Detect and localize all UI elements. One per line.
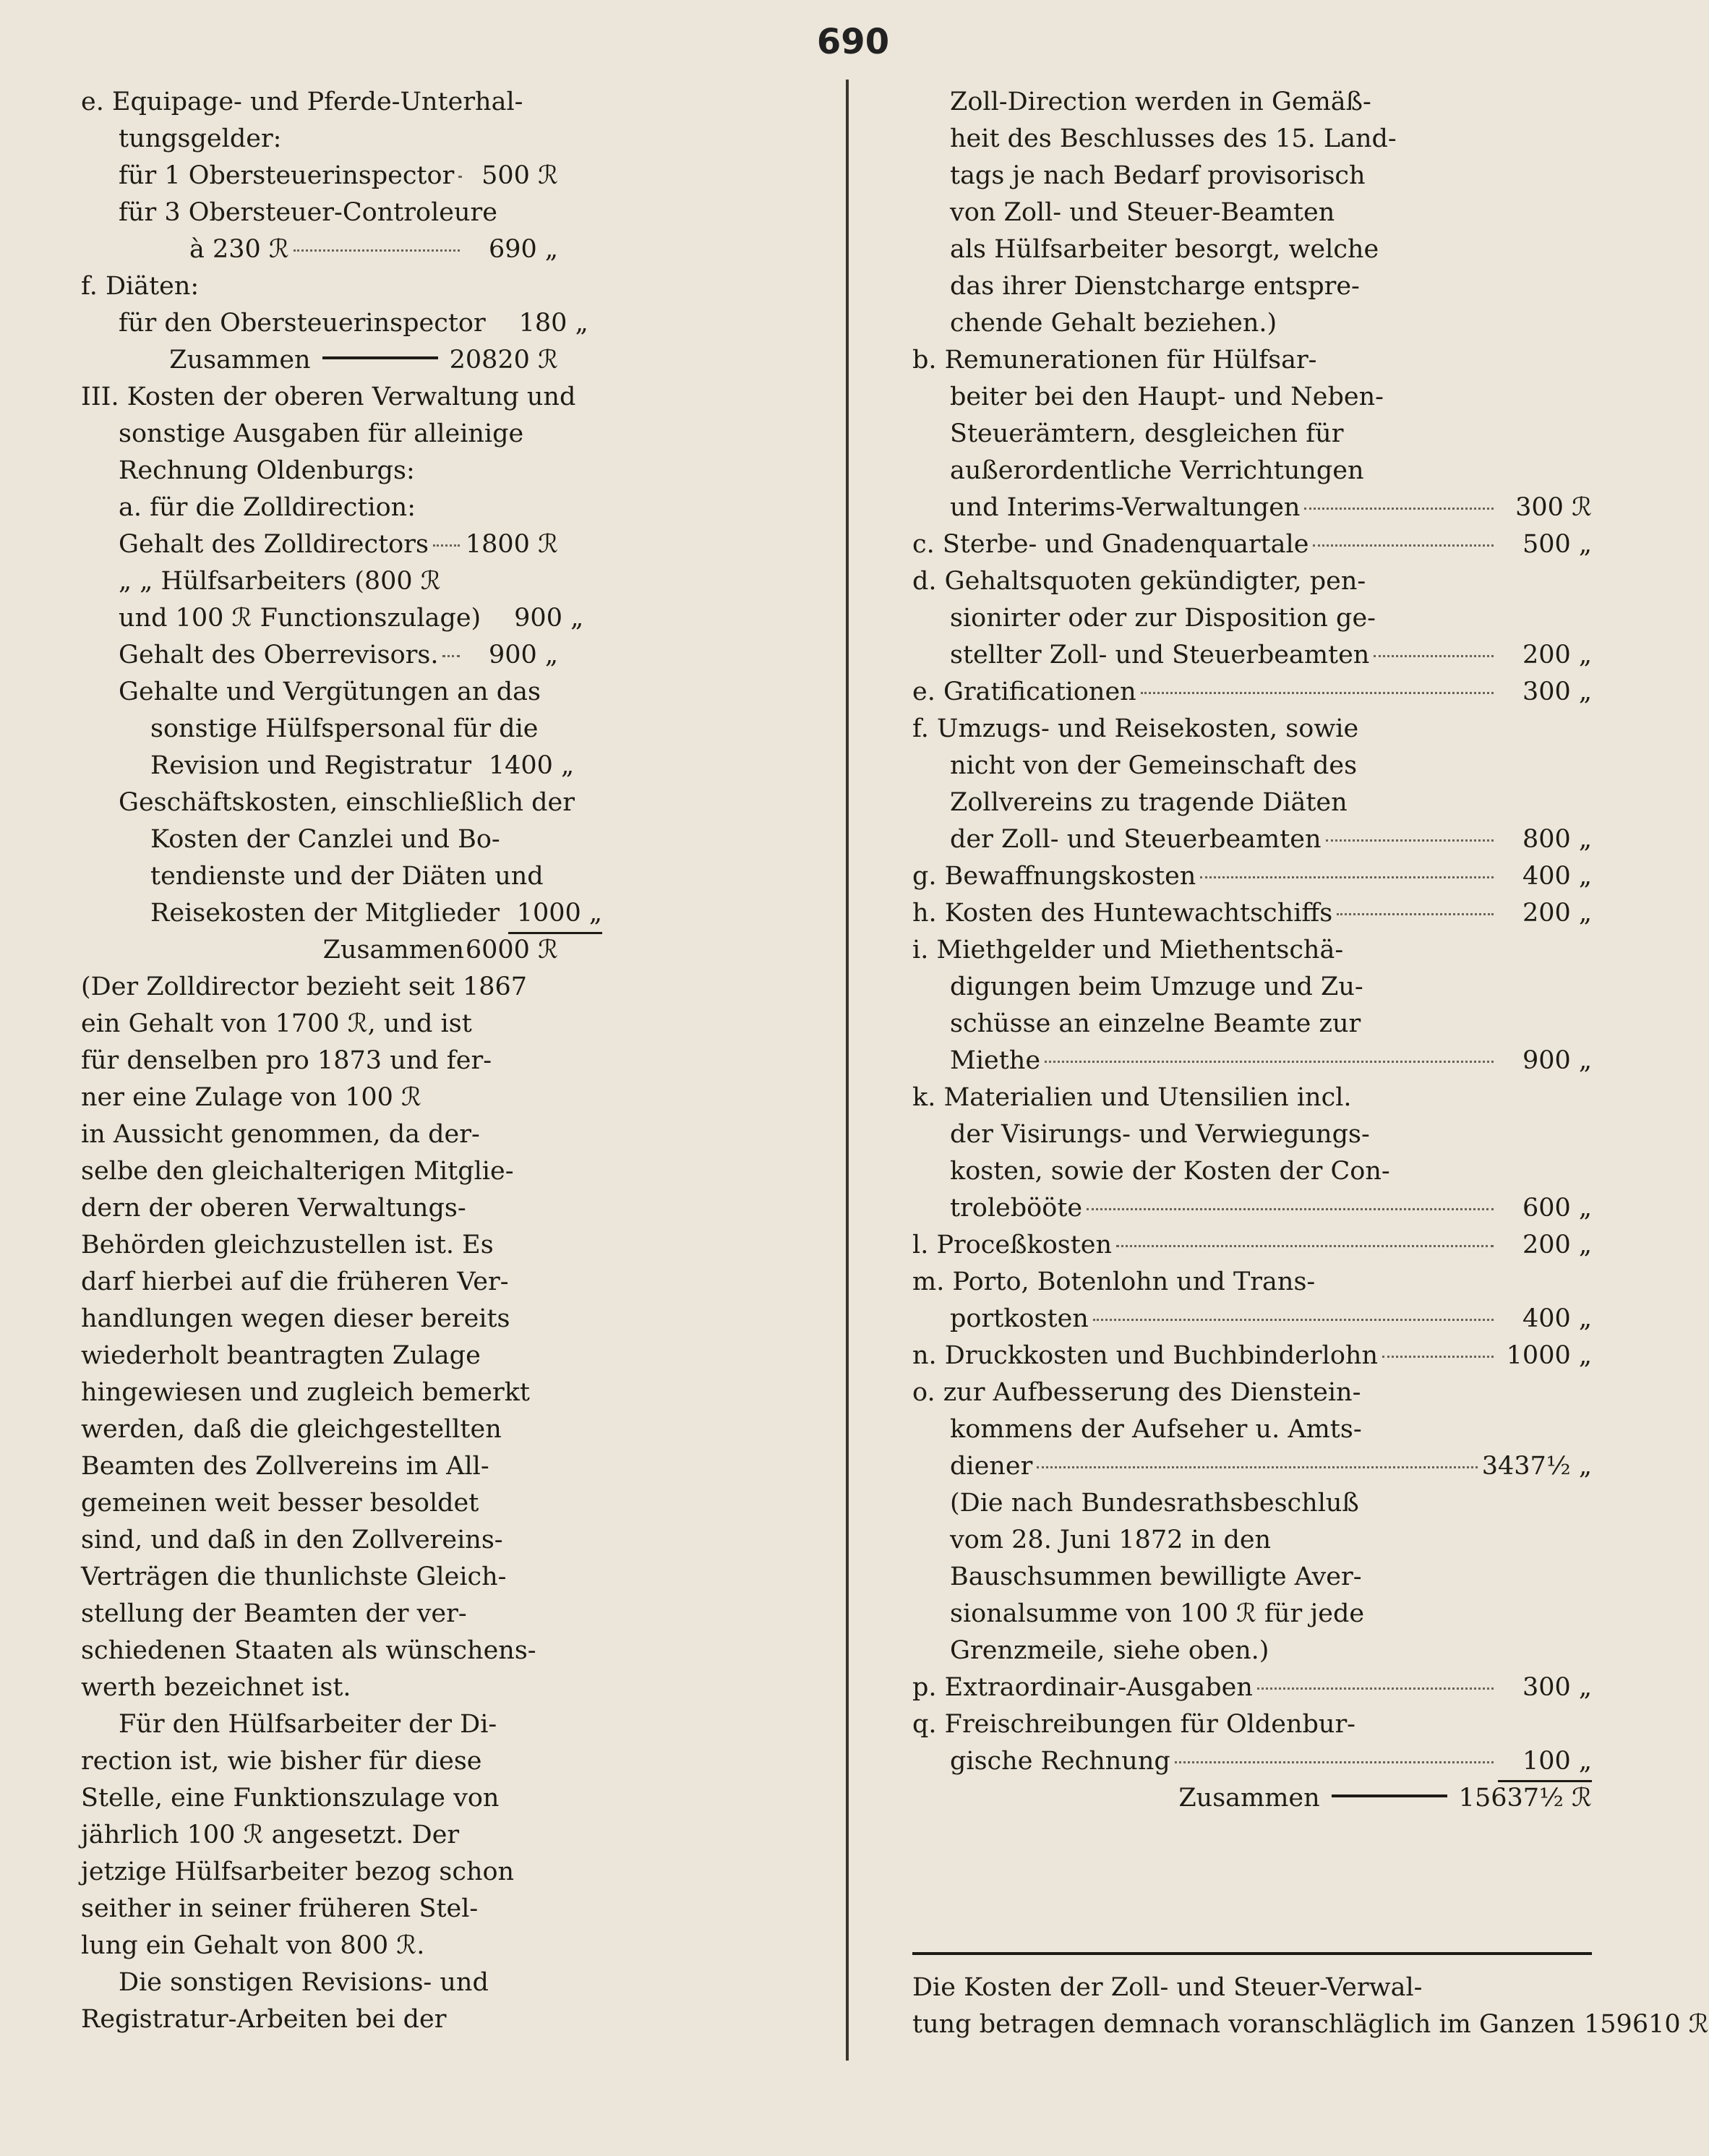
text-line bbox=[81, 1006, 558, 1043]
text-line bbox=[81, 821, 558, 858]
subtotal-amount: 6000 ℛ bbox=[465, 936, 558, 964]
page-number: 690 bbox=[816, 22, 890, 62]
line-text: f. Diäten: bbox=[81, 272, 200, 301]
text-line bbox=[81, 1743, 558, 1780]
line-text: in Aussicht genommen, da der- bbox=[81, 1120, 480, 1149]
ledger-entry-line bbox=[81, 231, 558, 268]
line-text: i. Miethgelder und Miethentschä- bbox=[912, 936, 1344, 964]
text-line bbox=[81, 416, 558, 453]
line-text: der Visirungs- und Verwiegungs- bbox=[950, 1120, 1370, 1149]
text-line bbox=[912, 969, 1592, 1006]
text-line bbox=[81, 1817, 558, 1854]
line-text: stellung der Beamten der ver- bbox=[81, 1599, 467, 1628]
text-line bbox=[81, 1706, 558, 1743]
ledger-entry-line bbox=[912, 858, 1592, 895]
line-text: werth bezeichnet ist. bbox=[81, 1673, 351, 1702]
line-text: b. Remunerationen für Hülfsar- bbox=[912, 346, 1317, 375]
text-line bbox=[912, 342, 1592, 379]
text-line bbox=[81, 1559, 558, 1596]
text-line bbox=[912, 379, 1592, 416]
leader-dots bbox=[1374, 655, 1494, 657]
text-line bbox=[81, 453, 558, 489]
line-text: à 230 ℛ bbox=[189, 235, 289, 264]
ledger-entry-line bbox=[912, 674, 1592, 711]
entry-amount: 500 ℛ bbox=[481, 161, 558, 190]
leader-dots bbox=[1141, 692, 1494, 694]
entry-amount: 800 „ bbox=[1522, 825, 1592, 854]
text-line bbox=[912, 158, 1592, 194]
leader-dots bbox=[1087, 1208, 1494, 1210]
line-text: Beamten des Zollvereins im All- bbox=[81, 1452, 489, 1481]
entry-amount: 400 „ bbox=[1522, 862, 1592, 891]
line-text: ner eine Zulage von 100 ℛ bbox=[81, 1083, 421, 1112]
text-line bbox=[81, 1780, 558, 1817]
text-line bbox=[912, 416, 1592, 453]
line-text: jetzige Hülfsarbeiter bezog schon bbox=[81, 1857, 515, 1886]
ledger-entry-line bbox=[912, 1448, 1592, 1485]
line-text: diener bbox=[950, 1452, 1033, 1481]
line-text: portkosten bbox=[950, 1304, 1089, 1333]
text-line bbox=[912, 600, 1592, 637]
subtotal-rule bbox=[322, 356, 438, 359]
line-text: seither in seiner früheren Stel- bbox=[81, 1894, 479, 1923]
line-text: werden, daß die gleichgestellten bbox=[81, 1415, 502, 1444]
line-text: kommens der Aufseher u. Amts- bbox=[950, 1415, 1362, 1444]
leader-dots bbox=[1257, 1687, 1494, 1690]
total-text: Die Kosten der Zoll- und Steuer-Verwal- bbox=[912, 1973, 1423, 2002]
line-text: Zoll-Direction werden in Gemäß- bbox=[950, 87, 1371, 116]
line-text: jährlich 100 ℛ angesetzt. Der bbox=[81, 1821, 460, 1849]
line-text: (Der Zolldirector bezieht seit 1867 bbox=[81, 972, 528, 1001]
line-text: q. Freischreibungen für Oldenbur- bbox=[912, 1710, 1355, 1739]
line-text: lung ein Gehalt von 800 ℛ. bbox=[81, 1931, 425, 1960]
line-text: für 1 Obersteuerinspector bbox=[119, 161, 455, 190]
line-text: gische Rechnung bbox=[950, 1747, 1170, 1776]
line-text: und 100 ℛ Functionszulage) bbox=[119, 604, 481, 633]
line-text: gemeinen weit besser besoldet bbox=[81, 1489, 479, 1518]
text-line bbox=[912, 1079, 1592, 1116]
text-line bbox=[81, 969, 558, 1006]
line-text: sonstige Hülfspersonal für die bbox=[150, 714, 539, 743]
line-text: h. Kosten des Huntewachtschiffs bbox=[912, 899, 1333, 928]
ledger-entry-line bbox=[81, 600, 584, 637]
text-line bbox=[81, 1264, 558, 1301]
text-line bbox=[81, 1854, 558, 1891]
leader-dots bbox=[1045, 1061, 1494, 1063]
text-line bbox=[912, 563, 1592, 600]
entry-amount: 100 „ bbox=[1498, 1743, 1592, 1782]
subtotal-line bbox=[912, 1780, 1592, 1817]
line-text: dern der oberen Verwaltungs- bbox=[81, 1194, 466, 1223]
line-text: darf hierbei auf die früheren Ver- bbox=[81, 1267, 509, 1296]
line-text: d. Gehaltsquoten gekündigter, pen- bbox=[912, 567, 1366, 596]
leader-dots bbox=[1093, 1319, 1494, 1321]
text-line bbox=[81, 1411, 558, 1448]
line-text: Zollvereins zu tragende Diäten bbox=[950, 788, 1348, 817]
ledger-entry-line bbox=[81, 748, 575, 784]
ledger-entry-line bbox=[912, 1043, 1592, 1079]
text-line bbox=[81, 121, 558, 158]
line-text: e. Equipage- und Pferde-Unterhal- bbox=[81, 87, 523, 116]
ledger-entry-line bbox=[912, 526, 1592, 563]
leader-dots bbox=[1200, 876, 1494, 878]
text-line bbox=[912, 305, 1592, 342]
subtotal-label: Zusammen bbox=[169, 346, 311, 375]
text-line bbox=[912, 711, 1592, 748]
entry-amount: 900 „ bbox=[514, 604, 584, 633]
text-line bbox=[912, 1706, 1592, 1743]
ledger-entry-line bbox=[81, 895, 603, 932]
ledger-entry-line bbox=[81, 305, 588, 342]
text-line bbox=[81, 1633, 558, 1669]
line-text: Gehalte und Vergütungen an das bbox=[119, 677, 541, 706]
text-line bbox=[912, 748, 1592, 784]
line-text: f. Umzugs- und Reisekosten, sowie bbox=[912, 714, 1359, 743]
leader-dots bbox=[1037, 1466, 1477, 1468]
text-line bbox=[81, 268, 558, 305]
line-text: hingewiesen und zugleich bemerkt bbox=[81, 1378, 530, 1407]
line-text: p. Extraordinair-Ausgaben bbox=[912, 1673, 1253, 1702]
text-line bbox=[912, 1116, 1592, 1153]
line-text: Grenzmeile, siehe oben.) bbox=[950, 1636, 1269, 1665]
ledger-entry-line bbox=[912, 821, 1592, 858]
line-text: k. Materialien und Utensilien incl. bbox=[912, 1083, 1352, 1112]
text-line bbox=[81, 1301, 558, 1338]
line-text: handlungen wegen dieser bereits bbox=[81, 1304, 510, 1333]
total-rule bbox=[912, 1952, 1592, 1955]
ledger-entry-line bbox=[912, 637, 1592, 674]
text-line bbox=[912, 84, 1592, 121]
total-text-line-1 bbox=[912, 1969, 1592, 2006]
line-text: für den Obersteuerinspector bbox=[119, 309, 486, 338]
text-line bbox=[81, 1043, 558, 1079]
line-text: Revision und Registratur bbox=[150, 751, 472, 780]
text-line bbox=[912, 453, 1592, 489]
line-text: digungen beim Umzuge und Zu- bbox=[950, 972, 1363, 1001]
text-line bbox=[81, 1153, 558, 1190]
leader-dots bbox=[1313, 544, 1494, 547]
text-line bbox=[81, 1485, 558, 1522]
text-line bbox=[81, 1338, 558, 1374]
ledger-entry-line bbox=[912, 489, 1592, 526]
entry-amount: 180 „ bbox=[518, 309, 588, 338]
entry-amount: 1000 „ bbox=[1506, 1341, 1592, 1370]
text-line bbox=[81, 1596, 558, 1633]
text-line bbox=[81, 1891, 558, 1928]
line-text: trolebööte bbox=[950, 1194, 1083, 1223]
line-text: tags je nach Bedarf provisorisch bbox=[950, 161, 1366, 190]
line-text: n. Druckkosten und Buchbinderlohn bbox=[912, 1341, 1378, 1370]
text-line bbox=[81, 1669, 558, 1706]
leader-dots bbox=[1382, 1356, 1494, 1358]
text-line bbox=[81, 674, 558, 711]
subtotal-rule bbox=[1332, 1794, 1447, 1797]
text-line bbox=[912, 1485, 1592, 1522]
text-line bbox=[81, 1448, 558, 1485]
line-text: vom 28. Juni 1872 in den bbox=[950, 1526, 1272, 1554]
entry-amount: 900 „ bbox=[1522, 1046, 1592, 1075]
line-text: Für den Hülfsarbeiter der Di- bbox=[119, 1710, 497, 1739]
entry-amount: 200 „ bbox=[1522, 899, 1592, 928]
leader-dots bbox=[1175, 1761, 1494, 1763]
text-line bbox=[912, 194, 1592, 231]
text-line bbox=[81, 489, 558, 526]
grand-total-amount: 159610 ℛ bbox=[1584, 2010, 1709, 2039]
text-line bbox=[81, 784, 575, 821]
line-text: Behörden gleichzustellen ist. Es bbox=[81, 1231, 494, 1259]
subtotal-amount: 20820 ℛ bbox=[449, 346, 558, 375]
entry-amount: 300 „ bbox=[1522, 1673, 1592, 1702]
entry-amount: 500 „ bbox=[1522, 530, 1592, 559]
leader-dots bbox=[442, 655, 460, 657]
text-line bbox=[81, 379, 576, 416]
line-text: sind, und daß in den Zollvereins- bbox=[81, 1526, 503, 1554]
leader-dots bbox=[1337, 913, 1494, 915]
text-line bbox=[81, 2001, 558, 2038]
ledger-entry-line bbox=[912, 1669, 1592, 1706]
text-line bbox=[912, 121, 1592, 158]
text-line bbox=[912, 1596, 1592, 1633]
line-text: Registratur-Arbeiten bei der bbox=[81, 2005, 447, 2034]
entry-amount: 1400 „ bbox=[488, 751, 575, 780]
line-text: Reisekosten der Mitglieder bbox=[150, 899, 500, 928]
ledger-entry-line bbox=[912, 895, 1592, 932]
entry-amount: 690 „ bbox=[488, 235, 558, 264]
leader-dots bbox=[1116, 1245, 1494, 1247]
text-line bbox=[81, 1964, 558, 2001]
line-text: Steuerämtern, desgleichen für bbox=[950, 419, 1344, 448]
text-line bbox=[912, 932, 1592, 969]
text-line bbox=[81, 563, 558, 600]
line-text: Stelle, eine Funktionszulage von bbox=[81, 1784, 500, 1813]
ledger-entry-line bbox=[81, 526, 558, 563]
line-text: Gehalt des Zolldirectors bbox=[119, 530, 429, 559]
text-line bbox=[912, 1411, 1592, 1448]
leader-dots bbox=[433, 544, 460, 547]
text-line bbox=[912, 1006, 1592, 1043]
entry-amount: 600 „ bbox=[1522, 1194, 1592, 1223]
line-text: g. Bewaffnungskosten bbox=[912, 862, 1196, 891]
subtotal-line bbox=[81, 342, 558, 379]
line-text: ein Gehalt von 1700 ℛ, und ist bbox=[81, 1009, 472, 1038]
text-line bbox=[81, 711, 558, 748]
subtotal-label: Zusammen bbox=[1178, 1784, 1320, 1813]
line-text: für denselben pro 1873 und fer- bbox=[81, 1046, 492, 1075]
entry-amount: 1800 ℛ bbox=[465, 530, 558, 559]
line-text: e. Gratificationen bbox=[912, 677, 1136, 706]
text-line bbox=[81, 1079, 558, 1116]
text-line bbox=[912, 1374, 1592, 1411]
text-line bbox=[912, 784, 1592, 821]
line-text: Miethe bbox=[950, 1046, 1041, 1075]
line-text: Kosten der Canzlei und Bo- bbox=[150, 825, 500, 854]
ledger-entry-line bbox=[81, 637, 558, 674]
line-text: das ihrer Dienstcharge entspre- bbox=[950, 272, 1360, 301]
text-line bbox=[81, 1522, 558, 1559]
subtotal-amount: 15637½ ℛ bbox=[1458, 1784, 1592, 1813]
entry-amount: 200 „ bbox=[1522, 1231, 1592, 1259]
line-text: o. zur Aufbesserung des Dienstein- bbox=[912, 1378, 1361, 1407]
ledger-entry-line bbox=[912, 1227, 1592, 1264]
line-text: (Die nach Bundesrathsbeschluß bbox=[950, 1489, 1359, 1518]
line-text: III. Kosten der oberen Verwaltung und bbox=[81, 382, 576, 411]
text-line bbox=[81, 1928, 558, 1964]
ledger-entry-line bbox=[912, 1743, 1592, 1780]
entry-amount: 900 „ bbox=[488, 641, 558, 670]
text-line bbox=[912, 268, 1592, 305]
entry-amount: 1000 „ bbox=[508, 895, 602, 934]
text-line bbox=[912, 231, 1592, 268]
line-text: kosten, sowie der Kosten der Con- bbox=[950, 1157, 1390, 1186]
line-text: schüsse an einzelne Beamte zur bbox=[950, 1009, 1361, 1038]
entry-amount: 200 „ bbox=[1522, 641, 1592, 670]
line-text: Bauschsummen bewilligte Aver- bbox=[950, 1562, 1362, 1591]
text-line bbox=[912, 1522, 1592, 1559]
text-line bbox=[81, 84, 558, 121]
line-text: m. Porto, Botenlohn und Trans- bbox=[912, 1267, 1316, 1296]
text-line bbox=[81, 1227, 558, 1264]
line-text: wiederholt beantragten Zulage bbox=[81, 1341, 481, 1370]
line-text: sionirter oder zur Disposition ge- bbox=[950, 604, 1376, 633]
ledger-entry-line bbox=[912, 1301, 1592, 1338]
line-text: a. für die Zolldirection: bbox=[119, 493, 416, 522]
total-text: tung betragen demnach voranschläglich im Ganzen bbox=[912, 2010, 1576, 2039]
line-text: selbe den gleichalterigen Mitglie- bbox=[81, 1157, 514, 1186]
text-line bbox=[912, 1264, 1592, 1301]
entry-amount: 400 „ bbox=[1522, 1304, 1592, 1333]
subtotal-label: Zusammen bbox=[322, 936, 464, 964]
leader-dots bbox=[294, 249, 460, 252]
entry-amount: 3437½ „ bbox=[1481, 1452, 1592, 1481]
leader-dots bbox=[1326, 839, 1494, 842]
text-line bbox=[81, 1116, 558, 1153]
line-text: Geschäftskosten, einschließlich der bbox=[119, 788, 575, 817]
ledger-entry-line bbox=[81, 158, 558, 194]
line-text: c. Sterbe- und Gnadenquartale bbox=[912, 530, 1309, 559]
text-line bbox=[912, 1153, 1592, 1190]
line-text: nicht von der Gemeinschaft des bbox=[950, 751, 1358, 780]
left-column bbox=[81, 84, 603, 2038]
line-text: tendienste und der Diäten und bbox=[150, 862, 544, 891]
line-text: außerordentliche Verrichtungen bbox=[950, 456, 1364, 485]
line-text: Rechnung Oldenburgs: bbox=[119, 456, 415, 485]
line-text: stellter Zoll- und Steuerbeamten bbox=[950, 641, 1370, 670]
text-line bbox=[912, 1633, 1592, 1669]
line-text: beiter bei den Haupt- und Neben- bbox=[950, 382, 1384, 411]
line-text: rection ist, wie bisher für diese bbox=[81, 1747, 482, 1776]
line-text: und Interims-Verwaltungen bbox=[950, 493, 1301, 522]
line-text: sonstige Ausgaben für alleinige bbox=[119, 419, 524, 448]
ledger-entry-line bbox=[912, 1190, 1592, 1227]
line-text: „ „ Hülfsarbeiters (800 ℛ bbox=[119, 567, 441, 596]
line-text: Die sonstigen Revisions- und bbox=[119, 1968, 489, 1997]
text-line bbox=[81, 1374, 558, 1411]
text-line bbox=[81, 194, 558, 231]
total-text-line-2 bbox=[912, 2006, 1709, 2043]
line-text: chende Gehalt beziehen.) bbox=[950, 309, 1277, 338]
entry-amount: 300 „ bbox=[1522, 677, 1592, 706]
leader-dots bbox=[1304, 508, 1494, 510]
line-text: Gehalt des Oberrevisors. bbox=[119, 641, 439, 670]
line-text: tungsgelder: bbox=[119, 124, 282, 153]
leader-dots bbox=[458, 176, 460, 178]
line-text: als Hülfsarbeiter besorgt, welche bbox=[950, 235, 1379, 264]
text-line bbox=[81, 1190, 558, 1227]
line-text: schiedenen Staaten als wünschens- bbox=[81, 1636, 536, 1665]
right-column bbox=[912, 84, 1592, 1817]
ledger-entry-line bbox=[912, 1338, 1592, 1374]
line-text: Verträgen die thunlichste Gleich- bbox=[81, 1562, 507, 1591]
column-divider bbox=[846, 80, 849, 2061]
text-line bbox=[912, 1559, 1592, 1596]
line-text: der Zoll- und Steuerbeamten bbox=[950, 825, 1322, 854]
line-text: von Zoll- und Steuer-Beamten bbox=[950, 198, 1335, 227]
text-line bbox=[81, 858, 558, 895]
line-text: sionalsumme von 100 ℛ für jede bbox=[950, 1599, 1365, 1628]
subtotal-line bbox=[81, 932, 558, 969]
line-text: heit des Beschlusses des 15. Land- bbox=[950, 124, 1397, 153]
line-text: l. Proceßkosten bbox=[912, 1231, 1113, 1259]
entry-amount: 300 ℛ bbox=[1515, 493, 1592, 522]
grand-total-block bbox=[912, 1969, 1709, 2043]
line-text: für 3 Obersteuer-Controleure bbox=[119, 198, 497, 227]
